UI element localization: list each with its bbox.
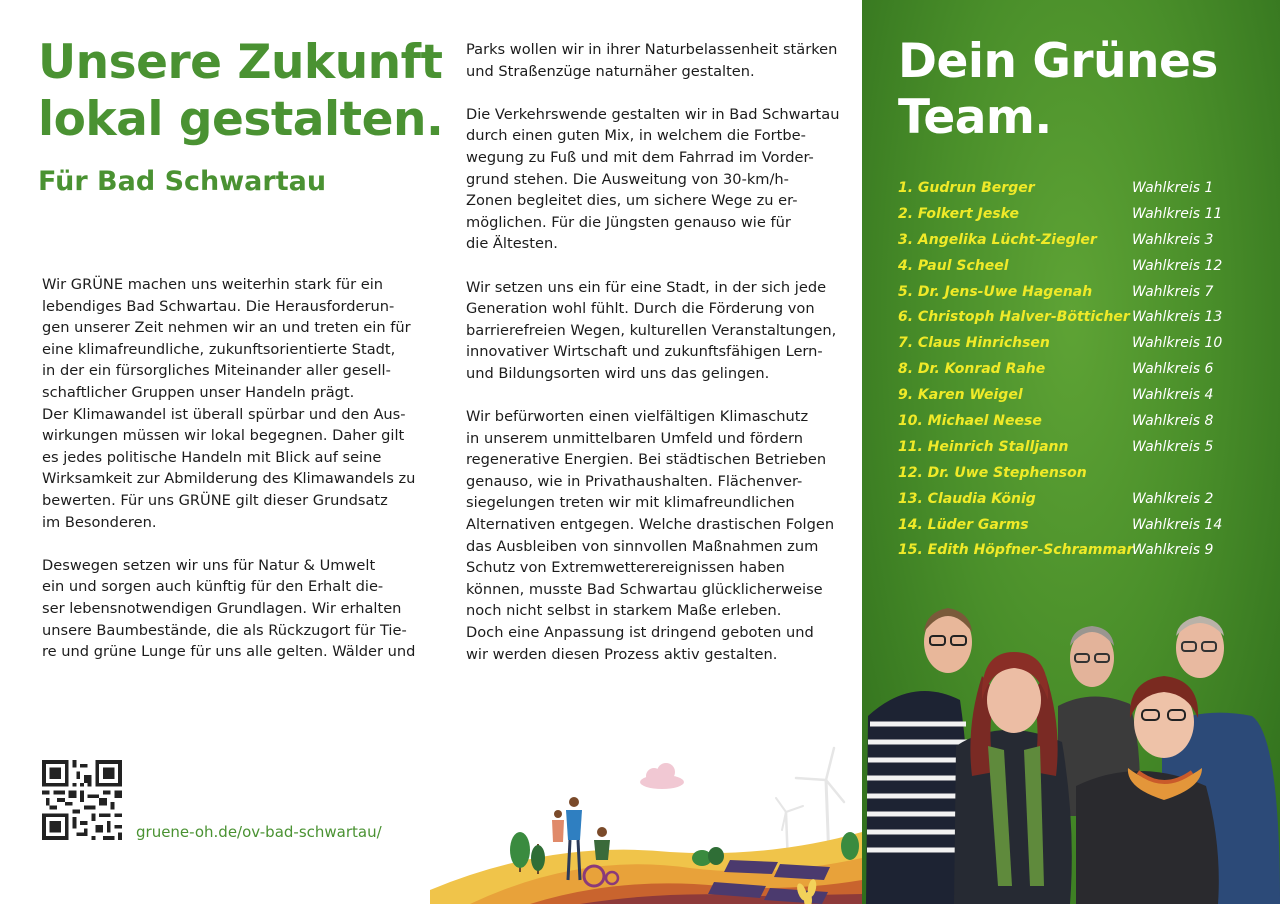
text-line: und Bildungsorten wird uns das gelingen. [466,364,770,382]
text-line: Der Klimawandel ist überall spürbar und den Aus- [42,405,406,423]
team-member [898,512,1258,538]
member-name: 14. Lüder Garms [898,516,1029,533]
paragraph [466,406,838,665]
text-line: möglichen. Für die Jüngsten genauso wie für [466,213,791,231]
text-line: in unserem unmittelbaren Umfeld und fördern [466,429,803,447]
member-wahlkreis: Wahlkreis 6 [1132,361,1214,378]
member-wahlkreis: Wahlkreis 10 [1132,335,1223,352]
member-name: 15. Edith Höpfner-Schrammar [898,542,1134,559]
text-line: Wir GRÜNE machen uns weiterhin stark für ein [42,276,384,293]
text-line: ser lebensnotwendigen Grundlagen. Wir erhalten [42,599,402,617]
team-member [898,460,1258,486]
qr-code[interactable] [42,760,122,840]
member-name: 8. Dr. Konrad Rahe [898,361,1046,378]
text-line: das Ausbleiben von sinnvollen Maßnahmen zum [466,537,819,555]
team-group-photo [862,596,1280,904]
headline-line: Unsere Zukunft [38,35,443,90]
member-wahlkreis: Wahlkreis 14 [1132,516,1223,533]
website-link[interactable]: gruene-oh.de/ov-bad-schwartau/ [136,823,382,841]
text-line: durch einen guten Mix, in welchem die Fortbe- [466,127,806,145]
member-name: 7. Claus Hinrichsen [898,335,1050,352]
text-line: innovativer Wirtschaft und zukunftsfähigen Lern- [466,343,823,361]
paragraph [42,555,416,663]
text-line: eine klimafreundliche, zukunftsorientierte Stadt, [42,340,396,358]
paragraph [42,274,416,533]
landscape-illustration [430,740,862,904]
member-name: 5. Dr. Jens-Uwe Hagenah [898,283,1093,300]
member-wahlkreis: Wahlkreis 8 [1132,412,1214,429]
team-member [898,201,1258,227]
text-line: Doch eine Anpassung ist dringend geboten und [466,624,814,642]
text-line: können, musste Bad Schwartau glücklicherweise [466,580,823,598]
text-line: Die Verkehrswende gestalten wir in Bad Schwartau [466,105,840,123]
member-name: 2. Folkert Jeske [898,205,1019,222]
text-line: es jedes politische Handeln mit Blick auf seine [42,448,382,466]
middle-body-text [466,39,838,665]
member-name: 12. Dr. Uwe Stephenson [898,464,1087,481]
member-wahlkreis: Wahlkreis 12 [1132,257,1223,274]
member-name: 6. Christoph Halver-Bötticher [898,309,1130,326]
text-line: noch nicht selbst in starkem Maße erleben. [466,602,782,620]
team-member [898,537,1258,563]
text-line: Schutz von Extremwetterereignissen haben [466,559,785,577]
member-name: 10. Michael Neese [898,412,1042,429]
text-line: Alternativen entgegen. Welche drastischen Folgen [466,516,835,534]
member-wahlkreis: Wahlkreis 4 [1132,387,1214,404]
member-name: 11. Heinrich Stalljann [898,438,1069,455]
left-column [0,0,444,904]
text-line: Deswegen setzen wir uns für Natur & Umwelt [42,556,376,574]
team-member [898,486,1258,512]
member-wahlkreis: Wahlkreis 2 [1132,490,1214,507]
text-line: genauso, wie in Privathaushalten. Flächenver- [466,472,803,490]
member-wahlkreis: Wahlkreis 11 [1132,205,1223,222]
text-line: unsere Baumbestände, die als Rückzugort für Tie- [42,621,407,639]
text-line: Parks wollen wir in ihrer Naturbelassenheit stärken [466,41,838,58]
text-line: Wir setzen uns ein für eine Stadt, in der sich jede [466,278,827,296]
left-body-text [42,274,416,663]
text-line: re und grüne Lunge für uns alle gelten. Wälder und [42,643,416,661]
text-line: lebendiges Bad Schwartau. Die Herausforderun- [42,297,395,315]
subheadline: Für Bad Schwartau [38,166,327,197]
text-line: Generation wohl fühlt. Durch die Förderung von [466,300,815,318]
paragraph [466,104,838,255]
member-name: 1. Gudrun Berger [898,179,1035,196]
text-line: Wir befürworten einen vielfältigen Klimaschutz [466,408,809,426]
title-line: Dein Grünes [898,34,1218,89]
team-member [898,304,1258,330]
text-line: schaftlicher Gruppen unser Handeln prägt. [42,383,355,401]
member-name: 13. Claudia König [898,490,1036,507]
text-line: Zonen begleitet dies, um sichere Wege zu er- [466,192,798,210]
text-line: Wirksamkeit zur Abmilderung des Klimawandels zu [42,470,416,488]
team-member [898,253,1258,279]
text-line: wirkungen müssen wir lokal begegnen. Daher gilt [42,427,405,445]
text-line: siegelungen treten wir mit klimafreundlichen [466,494,795,512]
member-wahlkreis: Wahlkreis 9 [1132,542,1214,559]
team-member [898,434,1258,460]
team-member [898,382,1258,408]
text-line: gen unserer Zeit nehmen wir an und treten ein für [42,319,411,337]
team-member [898,227,1258,253]
member-name: 9. Karen Weigel [898,387,1023,404]
team-member [898,330,1258,356]
member-wahlkreis: Wahlkreis 3 [1132,231,1214,248]
member-name: 4. Paul Scheel [898,257,1009,274]
text-line: regenerative Energien. Bei städtischen Betrieben [466,451,827,469]
middle-column [430,0,862,904]
paragraph [466,39,838,82]
member-wahlkreis: Wahlkreis 1 [1132,179,1214,196]
team-list [898,175,1258,563]
team-member [898,408,1258,434]
text-line: die Ältesten. [466,235,558,253]
text-line: barrierefreien Wegen, kulturellen Veranstaltungen, [466,321,837,339]
member-wahlkreis: Wahlkreis 5 [1132,438,1214,455]
person-figure [954,652,1072,904]
team-panel [862,0,1280,904]
text-line: in der ein fürsorgliches Miteinander aller gesell- [42,362,391,380]
team-member [898,175,1258,201]
member-wahlkreis: Wahlkreis 7 [1132,283,1214,300]
member-name: 3. Angelika Lücht-Ziegler [898,231,1097,248]
paragraph [466,277,838,385]
team-member [898,356,1258,382]
text-line: ein und sorgen auch künftig für den Erhalt die- [42,578,384,596]
text-line: und Straßenzüge naturnäher gestalten. [466,62,755,80]
team-member [898,279,1258,305]
cloud-icon [640,763,684,789]
text-line: grund stehen. Die Ausweitung von 30-km/h- [466,170,789,188]
team-title [898,34,1218,146]
member-wahlkreis: Wahlkreis 13 [1132,309,1223,326]
text-line: bewerten. Für uns GRÜNE gilt dieser Grundsatz [42,491,388,509]
text-line: wir werden diesen Prozess aktiv gestalten. [466,645,778,663]
text-line: im Besonderen. [42,513,157,531]
text-line: wegung zu Fuß und mit dem Fahrrad im Vorder- [466,148,814,166]
title-line: Team. [898,90,1052,145]
main-headline [38,34,444,148]
headline-line: lokal gestalten. [38,92,444,147]
